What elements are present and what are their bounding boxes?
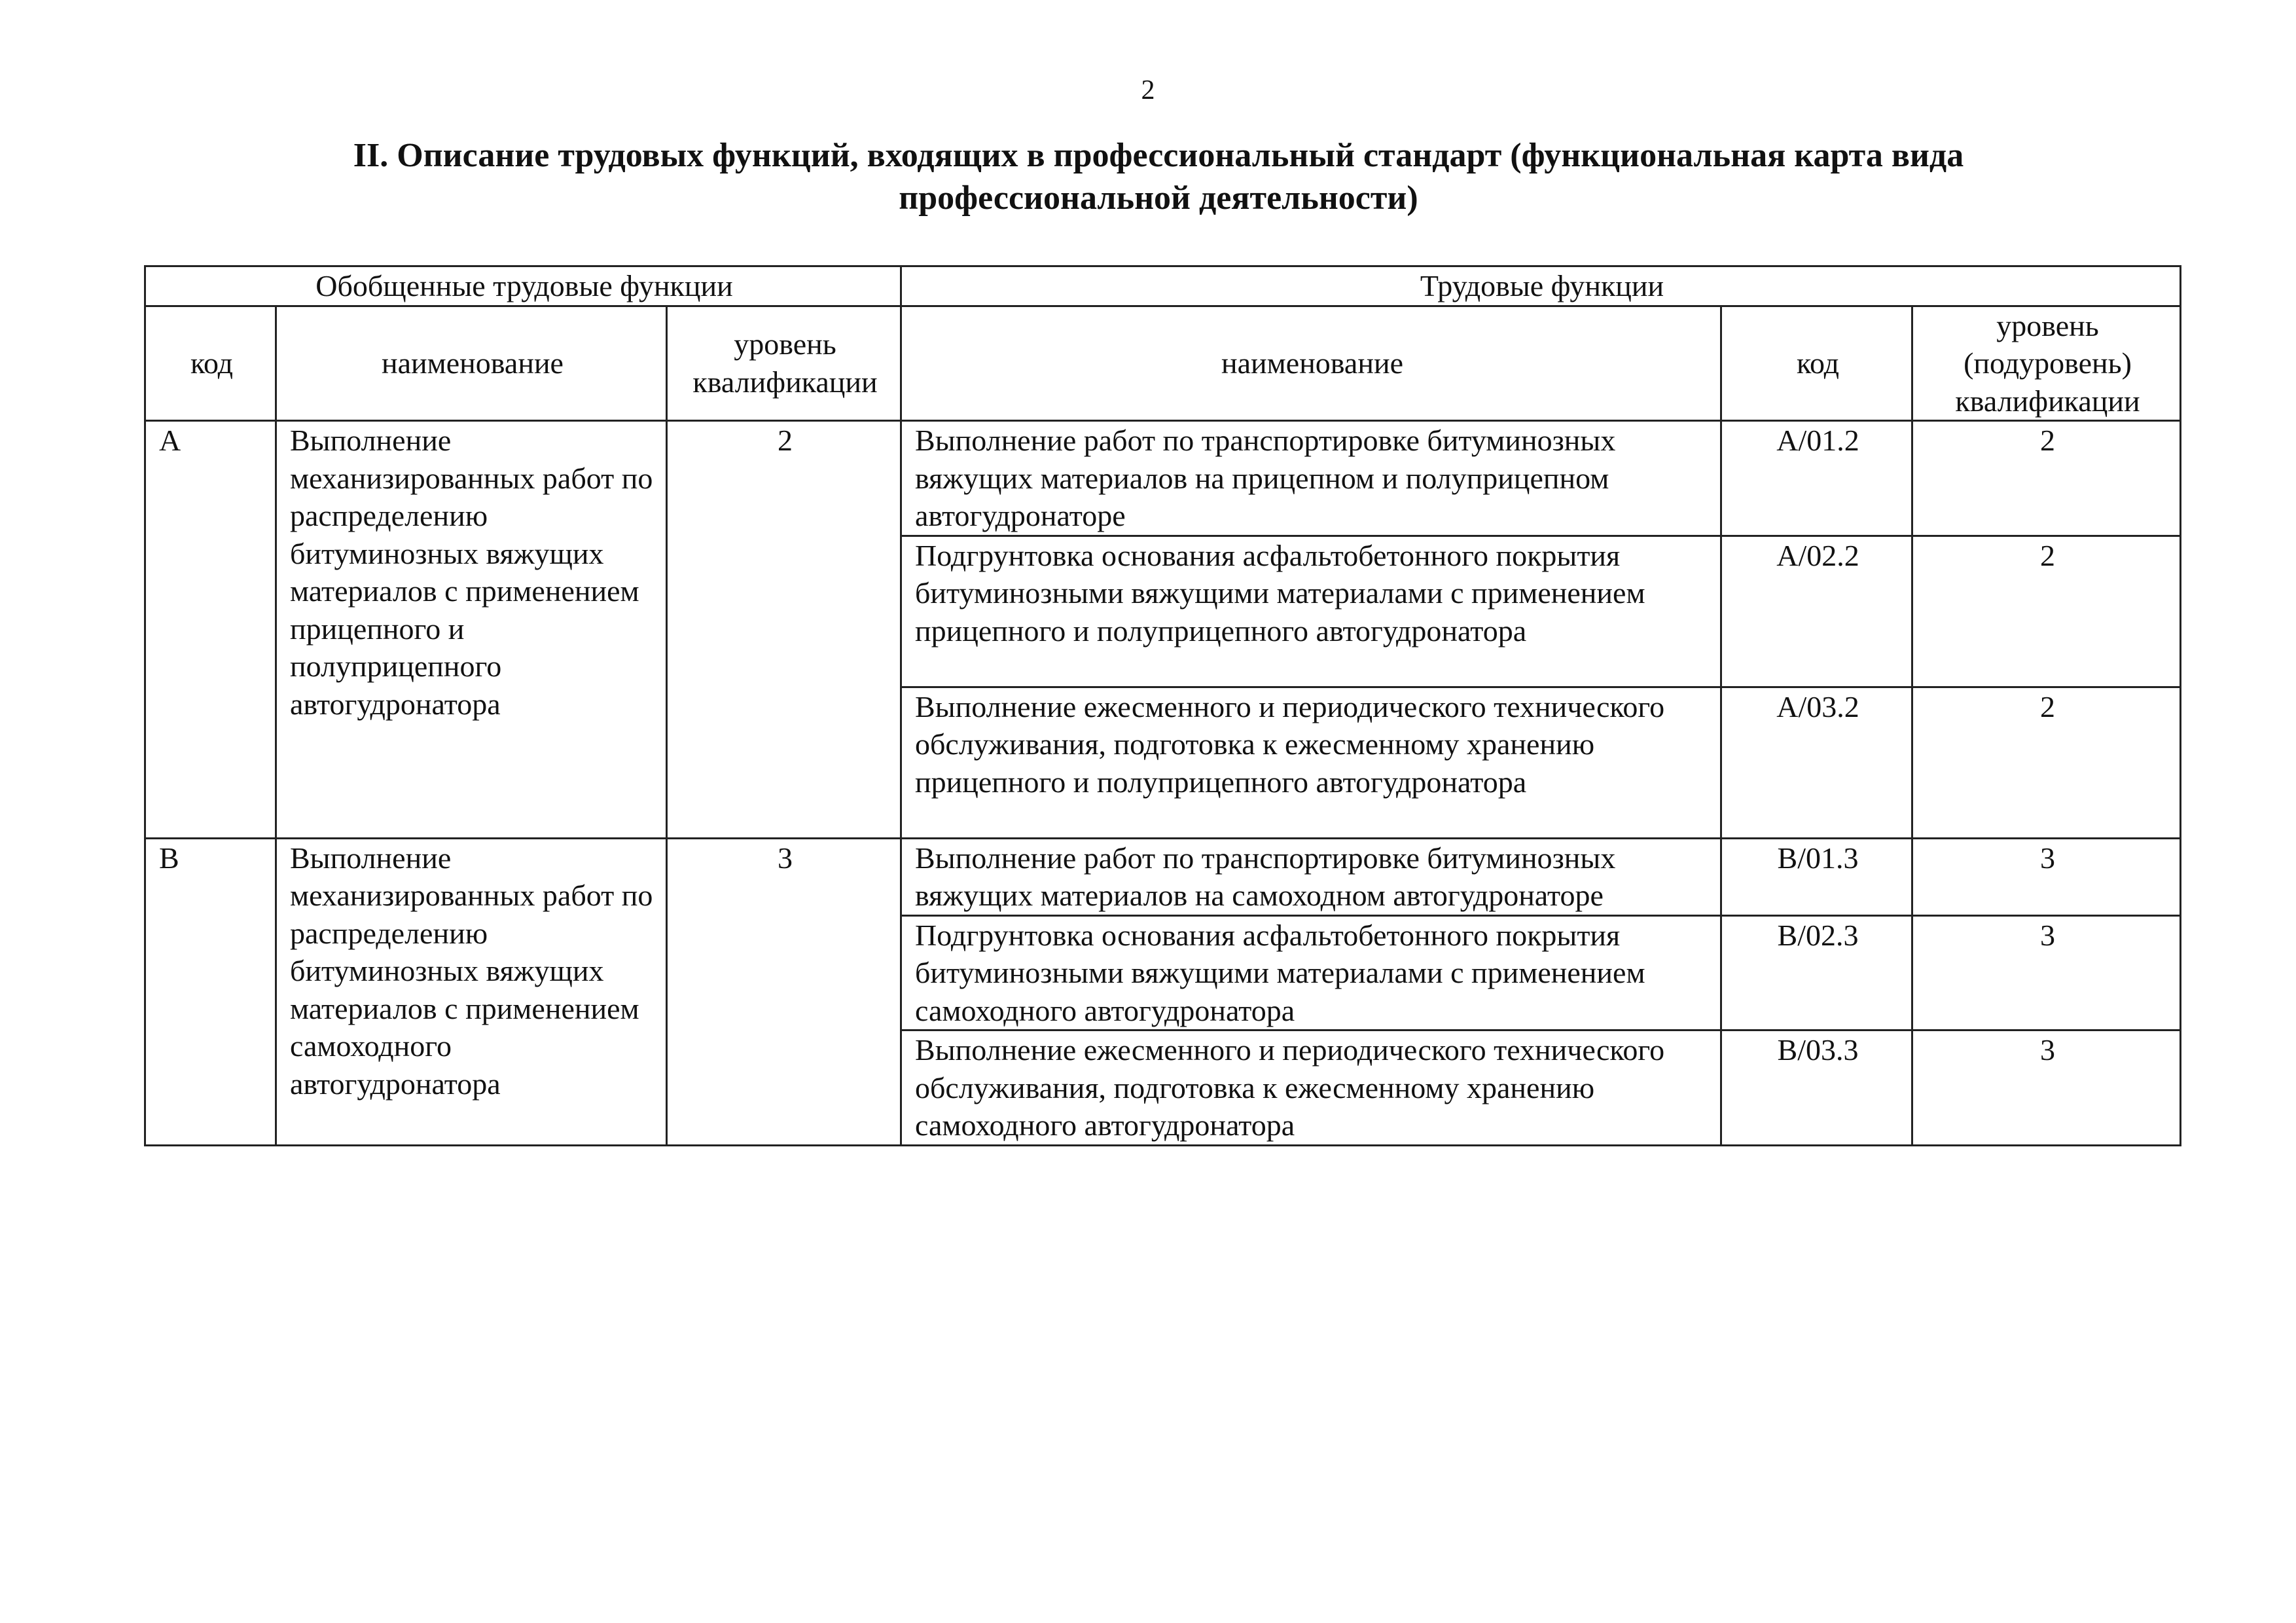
function-name: Подгрунтовка основания асфальтобетонного покрытия битуминозными вяжущими материалами с применением прицепного и полуприцепного автогудронатора xyxy=(901,536,1721,687)
table-row xyxy=(145,421,2181,536)
functional-map-table xyxy=(144,265,2181,1146)
heading-line-1: II. Описание трудовых функций, входящих в профессиональный стандарт (функциональная карта вида xyxy=(353,137,1964,174)
col-fn-level: уровень (подуровень) квалификации xyxy=(1912,306,2181,421)
function-name: Выполнение ежесменного и периодического технического обслуживания, подготовка к ежесменному хранению прицепного и полуприцепного автогудронатора xyxy=(901,687,1721,838)
function-code: B/03.3 xyxy=(1721,1030,1912,1146)
function-code: A/01.2 xyxy=(1721,421,1912,536)
table-row xyxy=(145,838,2181,915)
col-fn-name: наименование xyxy=(901,306,1721,421)
col-gen-name: наименование xyxy=(276,306,667,421)
heading-line-2: профессиональной деятельности) xyxy=(899,179,1418,217)
function-level: 3 xyxy=(1912,915,2181,1030)
function-code: B/01.3 xyxy=(1721,838,1912,915)
section-heading xyxy=(151,134,2166,219)
function-code: A/03.2 xyxy=(1721,687,1912,838)
function-level: 3 xyxy=(1912,1030,2181,1146)
function-code: A/02.2 xyxy=(1721,536,1912,687)
group-name: Выполнение механизированных работ по распределению битуминозных вяжущих материалов с применением самоходного автогудронатора xyxy=(276,838,667,1145)
col-gen-level: уровень квалификации xyxy=(667,306,901,421)
function-level: 2 xyxy=(1912,536,2181,687)
group-level: 3 xyxy=(667,838,901,1145)
generalized-functions-header: Обобщенные трудовые функции xyxy=(145,266,901,306)
col-fn-code: код xyxy=(1721,306,1912,421)
function-level: 2 xyxy=(1912,687,2181,838)
group-code: B xyxy=(145,838,276,1145)
column-header-row xyxy=(145,306,2181,421)
group-level: 2 xyxy=(667,421,901,839)
function-name: Выполнение работ по транспортировке битуминозных вяжущих материалов на прицепном и полуприцепном автогудронаторе xyxy=(901,421,1721,536)
group-name: Выполнение механизированных работ по распределению битуминозных вяжущих материалов с применением прицепного и полуприцепного автогудронатора xyxy=(276,421,667,839)
group-code: A xyxy=(145,421,276,839)
group-header-row xyxy=(145,266,2181,306)
col-gen-code: код xyxy=(145,306,276,421)
labor-functions-header: Трудовые функции xyxy=(901,266,2181,306)
function-name: Выполнение ежесменного и периодического технического обслуживания, подготовка к ежесменному хранению самоходного автогудронатора xyxy=(901,1030,1721,1146)
function-level: 3 xyxy=(1912,838,2181,915)
function-name: Подгрунтовка основания асфальтобетонного покрытия битуминозными вяжущими материалами с применением самоходного автогудронатора xyxy=(901,915,1721,1030)
function-code: B/02.3 xyxy=(1721,915,1912,1030)
function-name: Выполнение работ по транспортировке битуминозных вяжущих материалов на самоходном автогудронаторе xyxy=(901,838,1721,915)
page-number: 2 xyxy=(1141,75,1155,105)
function-level: 2 xyxy=(1912,421,2181,536)
